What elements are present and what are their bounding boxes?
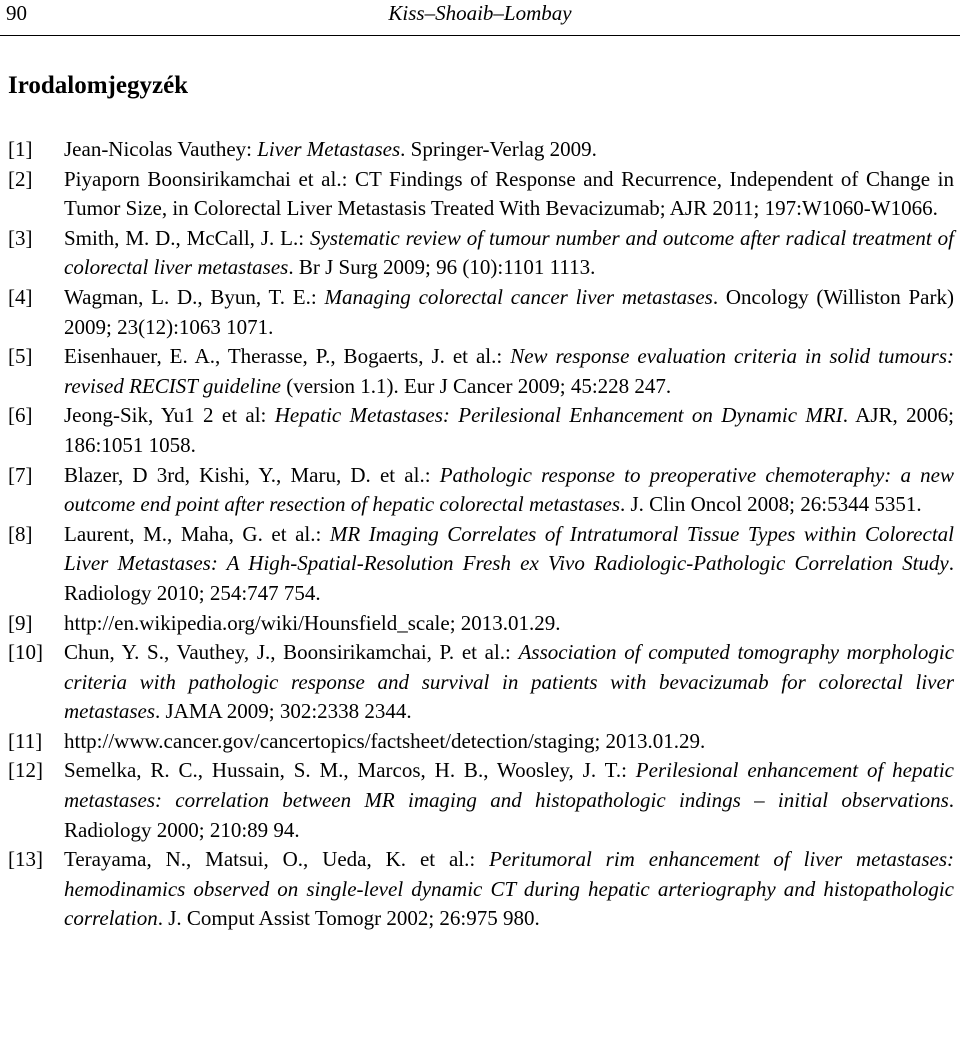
reference-source: . Oncology (Williston Park) 2009; 23(12):1063 1071. [64,284,954,339]
reference-text [64,756,954,845]
reference-item [8,283,954,342]
reference-source: . JAMA 2009; 302:2338 2344. [155,699,412,724]
page-number: 90 [6,1,27,25]
reference-text [64,727,954,757]
reference-text [64,845,954,934]
reference-authors: Piyaporn Boonsirikamchai et al.: CT Findings of Response and Recurrence, Independent of Change in Tumor Size, in Colorectal Liver Metastasis Treated With Bevacizumab; AJR 2011; 197:W1060-W1066. [64,166,954,221]
reference-source: (version 1.1). Eur J Cancer 2009; 45:228 247. [280,373,672,398]
reference-authors: Terayama, N., Matsui, O., Ueda, K. et al.: [64,847,490,872]
reference-link[interactable]: http://en.wikipedia.org/wiki/Hounsfield_scale; 2013.01.29. [64,610,561,635]
reference-text [64,283,954,342]
reference-number: [11] [8,728,43,753]
reference-number: [3] [8,225,33,250]
reference-number: [7] [8,462,33,487]
page-header [0,0,960,36]
reference-text [64,165,954,224]
reference-link[interactable]: http://www.cancer.gov/cancertopics/factsheet/detection/staging; 2013.01.29. [64,728,706,753]
reference-authors: Smith, M. D., McCall, J. L.: [64,225,310,250]
reference-source: . Radiology 2000; 210:89 94. [64,788,954,842]
section-title: Irodalomjegyzék [8,72,189,99]
reference-item [8,401,954,460]
reference-item [8,461,954,520]
reference-number: [6] [8,403,33,428]
reference-text [64,224,954,283]
reference-authors: Eisenhauer, E. A., Therasse, P., Bogaerts, J. et al.: [64,344,511,369]
reference-item [8,609,954,639]
reference-number: [1] [8,137,33,161]
reference-authors: Blazer, D 3rd, Kishi, Y., Maru, D. et al.: [64,462,440,487]
reference-source: . Radiology 2010; 254:747 754. [64,551,954,605]
reference-authors: Chun, Y. S., Vauthey, J., Boonsirikamchai, P. et al.: [64,640,519,665]
reference-number: [12] [8,758,43,783]
reference-item [8,165,954,224]
reference-source: . Br J Surg 2009; 96 (10):1101 1113. [288,255,596,280]
reference-source: . J. Comput Assist Tomogr 2002; 26:975 980. [157,906,540,931]
reference-text [64,401,954,460]
reference-number: [5] [8,344,33,369]
reference-title: New response evaluation criteria in solid tumours: revised RECIST guideline [64,344,954,398]
reference-text [64,461,954,520]
reference-item [8,845,954,934]
reference-source: . J. Clin Oncol 2008; 26:5344 5351. [620,492,922,517]
reference-number: [8] [8,521,33,546]
reference-text [64,609,954,639]
reference-text [64,135,954,165]
reference-source: . Springer-Verlag 2009. [400,137,597,161]
reference-item [8,727,954,757]
reference-title: Systematic review of tumour number and outcome after radical treatment of colorectal liver metastases [64,225,954,280]
running-title: Kiss–Shoaib–Lombay [388,1,572,25]
reference-item [8,224,954,283]
reference-title: Managing colorectal cancer liver metastases [324,284,713,309]
reference-list [8,135,954,934]
reference-title: Liver Metastases [257,137,401,161]
reference-item [8,638,954,727]
reference-number: [9] [8,610,33,635]
reference-item [8,756,954,845]
reference-item [8,342,954,401]
reference-authors: Jeong-Sik, Yu1 2 et al: [64,403,275,428]
reference-title: Pathologic response to preoperative chemoteraphy: a new outcome end point after resection of hepatic colorectal metastases [64,462,954,517]
reference-number: [2] [8,166,33,191]
reference-title: Perilesional enhancement of hepatic metastases: correlation between MR imaging and histopathologic indings – initial observations [64,758,954,813]
reference-item [8,135,954,165]
reference-authors: Semelka, R. C., Hussain, S. M., Marcos, H. B., Woosley, J. T.: [64,758,636,783]
reference-number: [13] [8,847,43,872]
reference-title: MR Imaging Correlates of Intratumoral Tissue Types within Colorectal Liver Metastases: A High-Spatial-Resolution Fresh ex Vivo Radiologic-Pathologic Correlation Study [64,521,954,576]
reference-title: Peritumoral rim enhancement of liver metastases: hemodinamics observed on single-level dynamic CT during hepatic arteriography and histopathologic correlation [64,847,954,931]
reference-title: Hepatic Metastases: Perilesional Enhancement on Dynamic MRI [274,403,843,428]
reference-text [64,520,954,609]
reference-text [64,638,954,727]
reference-source: . AJR, 2006; 186:1051 1058. [64,403,954,457]
reference-authors: Laurent, M., Maha, G. et al.: [64,521,330,546]
reference-item [8,520,954,609]
reference-number: [10] [8,640,43,665]
reference-text [64,342,954,401]
reference-authors: Wagman, L. D., Byun, T. E.: [64,284,325,309]
reference-number: [4] [8,284,33,309]
reference-title: Association of computed tomography morphologic criteria with pathologic response and survival in patients with bevacizumab for colorectal liver metastases [64,640,955,724]
reference-authors: Jean-Nicolas Vauthey: [64,137,258,161]
